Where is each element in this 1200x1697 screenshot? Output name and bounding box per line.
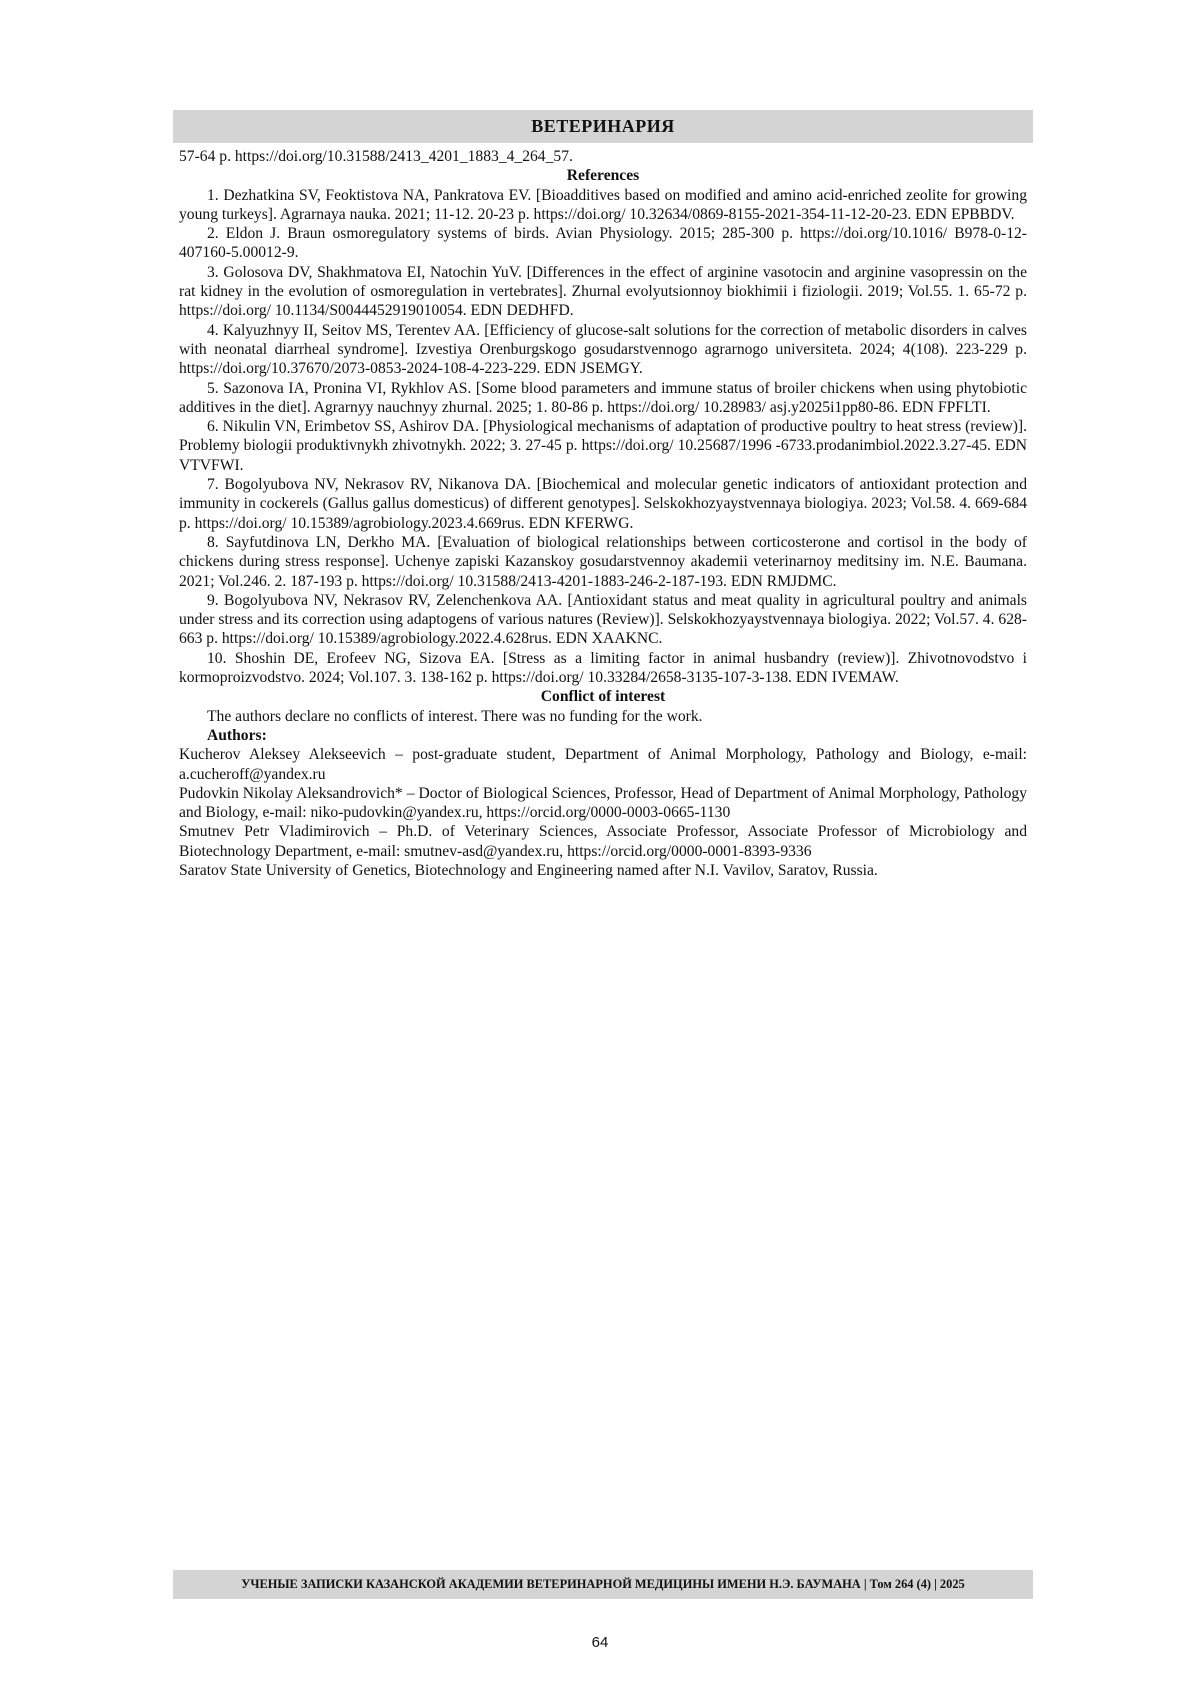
journal-section-header: ВЕТЕРИНАРИЯ (173, 110, 1033, 143)
authors-heading: Authors: (207, 726, 267, 744)
references-list (179, 186, 1027, 688)
reference-item: 5. Sazonova IA, Pronina VI, Rykhlov AS. [Some blood parameters and immune status of broiler chickens when using phytobiotic additives in the diet]. Agrarnyy nauchnyy zhurnal. 2025; 1. 80-86 p. https://doi.org/ 10.28983/ asj.y2025i1pp80-86. EDN FPFLTI. (179, 379, 1027, 416)
author-entry: Kucherov Aleksey Alekseevich – post-graduate student, Department of Animal Morphology, Pathology and Biology, e-mail: a.cucheroff@yandex.ru (179, 746, 1027, 783)
author-entry: Pudovkin Nikolay Aleksandrovich* – Doctor of Biological Sciences, Professor, Head of Department of Animal Morphology, Pathology and Biology, e-mail: niko-pudovkin@yandex.ru, https://orcid.org/0000-0003-0665-1130 (179, 784, 1027, 822)
reference-item: 7. Bogolyubova NV, Nekrasov RV, Nikanova DA. [Biochemical and molecular genetic indicators of antioxidant protection and immunity in cockerels (Gallus gallus domesticus) of different genotypes]. Selskokhozyaystvennaya biologiya. 2023; Vol.58. 4. 669-684 p. https://doi.org/ 10.15389/agrobiology.2023.4.669rus. EDN KFERWG. (179, 476, 1027, 532)
author-affiliation: Saratov State University of Genetics, Biotechnology and Engineering named after N.I. Vavilov, Saratov, Russia. (179, 861, 878, 879)
reference-item: 2. Eldon J. Braun osmoregulatory systems of birds. Avian Physiology. 2015; 285-300 p. https://doi.org/10.1016/ B978-0-12-407160-5.00012-9. (179, 225, 1027, 262)
reference-item: 4. Kalyuzhnyy II, Seitov MS, Terentev AA. [Efficiency of glucose-salt solutions for the correction of metabolic disorders in calves with neonatal diarrheal syndrome]. Izvestiya Orenburgskogo gosudarstvennogo agrarnogo universiteta. 2024; 4(108). 223-229 p. https://doi.org/10.37670/2073-0853-2024-108-4-223-229. EDN JSEMGY. (179, 321, 1027, 378)
page-body (179, 147, 1027, 880)
reference-item: 10. Shoshin DE, Erofeev NG, Sizova EA. [Stress as a limiting factor in animal husbandry (review)]. Zhivotnovodstvo i kormoproizvodstvo. 2024; Vol.107. 3. 138-162 p. https://doi.org/ 10.33284/2658-3135-107-3-138. EDN IVEMAW. (179, 649, 1027, 687)
reference-item: 9. Bogolyubova NV, Nekrasov RV, Zelenchenkova AA. [Antioxidant status and meat quality in agricultural poultry and animals under stress and its correction using adaptogens of various natures (Review)]. Selskokhozyaystvennaya biologiya. 2022; Vol.57. 4. 628-663 p. https://doi.org/ 10.15389/agrobiology.2022.4.628rus. EDN XAAKNC. (179, 591, 1027, 648)
references-heading: References (566, 167, 640, 185)
continued-reference-line: 57-64 p. https://doi.org/10.31588/2413_4201_1883_4_264_57. (179, 148, 573, 165)
conflict-of-interest-heading: Conflict of interest (540, 688, 666, 706)
page-number: 64 (591, 1634, 609, 1651)
author-entry: Smutnev Petr Vladimirovich – Ph.D. of Veterinary Sciences, Associate Professor, Associate Professor of Microbiology and Biotechnology Department, e-mail: smutnev-asd@yandex.ru, https://orcid.org/0000-0001-8393-9336 (179, 823, 1027, 860)
conflict-of-interest-text: The authors declare no conflicts of interest. There was no funding for the work. (207, 707, 703, 725)
reference-item: 3. Golosova DV, Shakhmatova EI, Natochin YuV. [Differences in the effect of arginine vasotocin and arginine vasopressin on the rat kidney in the evolution of osmoregulation in vertebrates]. Zhurnal evolyutsionnoy biokhimii i fiziologii. 2019; Vol.55. 1. 65-72 p. https://doi.org/ 10.1134/S0044452919010054. EDN DEDHFD. (179, 263, 1027, 320)
journal-footer: УЧЕНЫЕ ЗАПИСКИ КАЗАНСКОЙ АКАДЕМИИ ВЕТЕРИНАРНОЙ МЕДИЦИНЫ ИМЕНИ Н.Э. БАУМАНА | Том 264 (4) | 2025 (173, 1570, 1033, 1599)
reference-item: 1. Dezhatkina SV, Feoktistova NA, Pankratova EV. [Bioadditives based on modified and amino acid-enriched zeolite for growing young turkeys]. Agrarnaya nauka. 2021; 11-12. 20-23 p. https://doi.org/ 10.32634/0869-8155-2021-354-11-12-20-23. EDN EPBBDV. (179, 186, 1027, 223)
reference-item: 8. Sayfutdinova LN, Derkho MA. [Evaluation of biological relationships between corticosterone and cortisol in the body of chickens during stress response]. Uchenye zapiski Kazanskoy gosudarstvennoy akademii veterinarnoy meditsiny im. N.E. Baumana. 2021; Vol.246. 2. 187-193 p. https://doi.org/ 10.31588/2413-4201-1883-246-2-187-193. EDN RMJDMC. (179, 533, 1027, 590)
authors-list (179, 745, 1027, 880)
reference-item: 6. Nikulin VN, Erimbetov SS, Ashirov DA. [Physiological mechanisms of adaptation of productive poultry to heat stress (review)]. Problemy biologii produktivnykh zhivotnykh. 2022; 3. 27-45 p. https://doi.org/ 10.25687/1996 -6733.prodanimbiol.2022.3.27-45. EDN VTVFWI. (179, 418, 1027, 474)
